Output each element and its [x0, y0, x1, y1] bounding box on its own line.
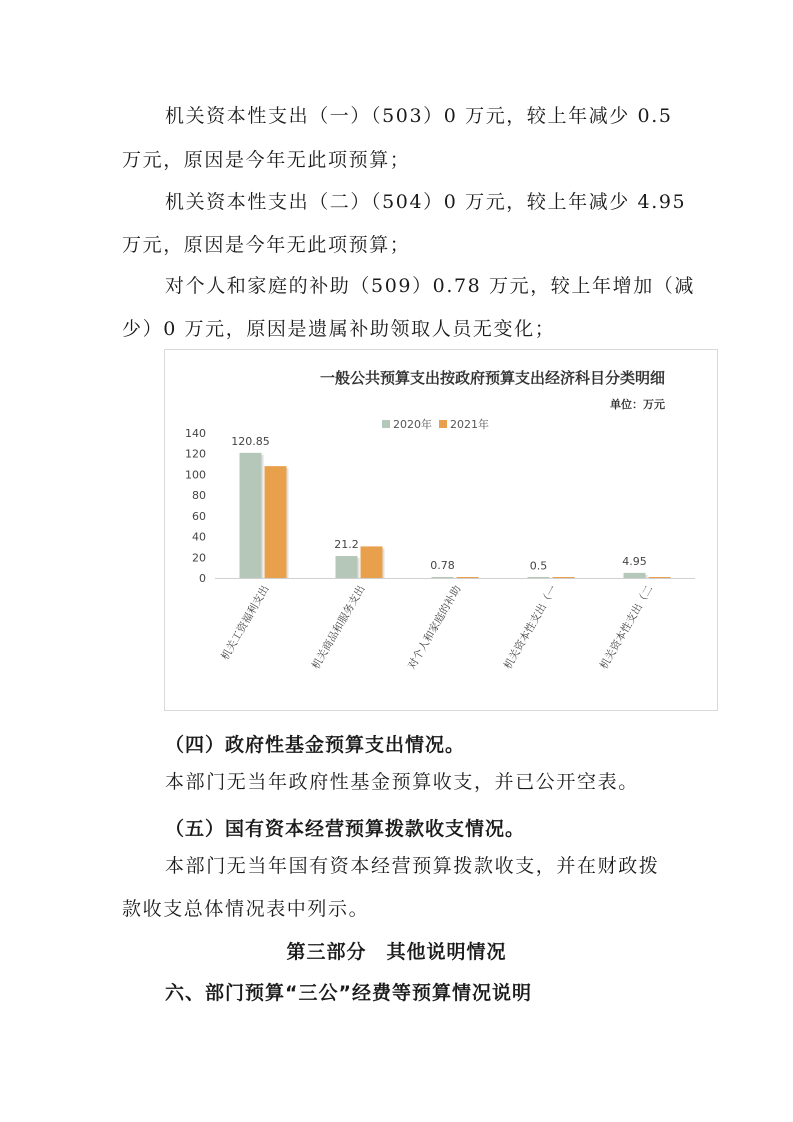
section5-heading: （五）国有资本经营预算拨款收支情况。	[165, 818, 526, 840]
paragraph-line: 对个人和家庭的补助（509）0.78 万元，较上年增加（减	[165, 275, 696, 297]
bar	[361, 546, 383, 578]
chart-canvas	[165, 350, 717, 710]
data-label: 0.5	[529, 559, 548, 573]
chart-unit-label: 单位：万元	[610, 398, 665, 411]
x-category-label: 机关工资福利支出	[219, 583, 272, 663]
expenditure-chart	[164, 349, 718, 711]
bar	[649, 577, 671, 578]
paragraph-line: 机关资本性支出（二）（504）0 万元，较上年减少 4.95	[165, 191, 687, 213]
legend-swatch	[439, 420, 447, 428]
y-tick-label: 0	[199, 572, 206, 585]
part3-subheading: 六、部门预算“三公”经费等预算情况说明	[165, 982, 532, 1004]
x-category-label: 机关资本性支出（一	[501, 583, 560, 672]
paragraph-line: 万元，原因是今年无此项预算；	[122, 234, 411, 256]
paragraph-line: 机关资本性支出（一）（503）0 万元，较上年减少 0.5	[165, 105, 673, 127]
y-tick-label: 100	[185, 468, 206, 482]
section4-heading: （四）政府性基金预算支出情况。	[165, 734, 466, 756]
bar	[336, 556, 358, 578]
legend-label: 2020年	[393, 418, 432, 431]
bar	[528, 577, 550, 578]
bar	[553, 577, 575, 578]
x-category-label: 机关商品和服务支出	[309, 583, 368, 672]
bar	[265, 466, 287, 578]
y-tick-label: 140	[185, 427, 206, 440]
y-tick-label: 40	[192, 530, 206, 544]
chart-title: 一般公共预算支出按政府预算支出经济科目分类明细	[319, 369, 665, 387]
bar	[240, 453, 262, 578]
x-category-label: 对个人和家庭的补助	[405, 583, 464, 672]
section5-body-line: 款收支总体情况表中列示。	[122, 898, 370, 920]
section4-body: 本部门无当年政府性基金预算收支，并已公开空表。	[165, 771, 639, 793]
bar	[432, 577, 454, 578]
bar	[457, 577, 479, 578]
bar	[624, 573, 646, 578]
data-label: 21.2	[334, 538, 359, 552]
y-tick-label: 80	[192, 489, 206, 503]
y-tick-label: 60	[192, 509, 206, 523]
y-tick-label: 20	[192, 551, 206, 565]
y-tick-label: 120	[185, 447, 206, 461]
legend-swatch	[382, 420, 390, 428]
data-label: 0.78	[430, 559, 455, 573]
legend-label: 2021年	[450, 418, 489, 431]
paragraph-line: 少）0 万元，原因是遗属补助领取人员无变化；	[122, 318, 556, 340]
part3-title: 第三部分 其他说明情况	[286, 941, 507, 963]
data-label: 4.95	[622, 554, 647, 568]
paragraph-line: 万元，原因是今年无此项预算；	[122, 149, 411, 171]
x-category-label: 机关资本性支出（二	[597, 583, 656, 672]
data-label: 120.85	[231, 434, 270, 448]
section5-body-line: 本部门无当年国有资本经营预算拨款收支，并在财政拨	[165, 855, 660, 877]
